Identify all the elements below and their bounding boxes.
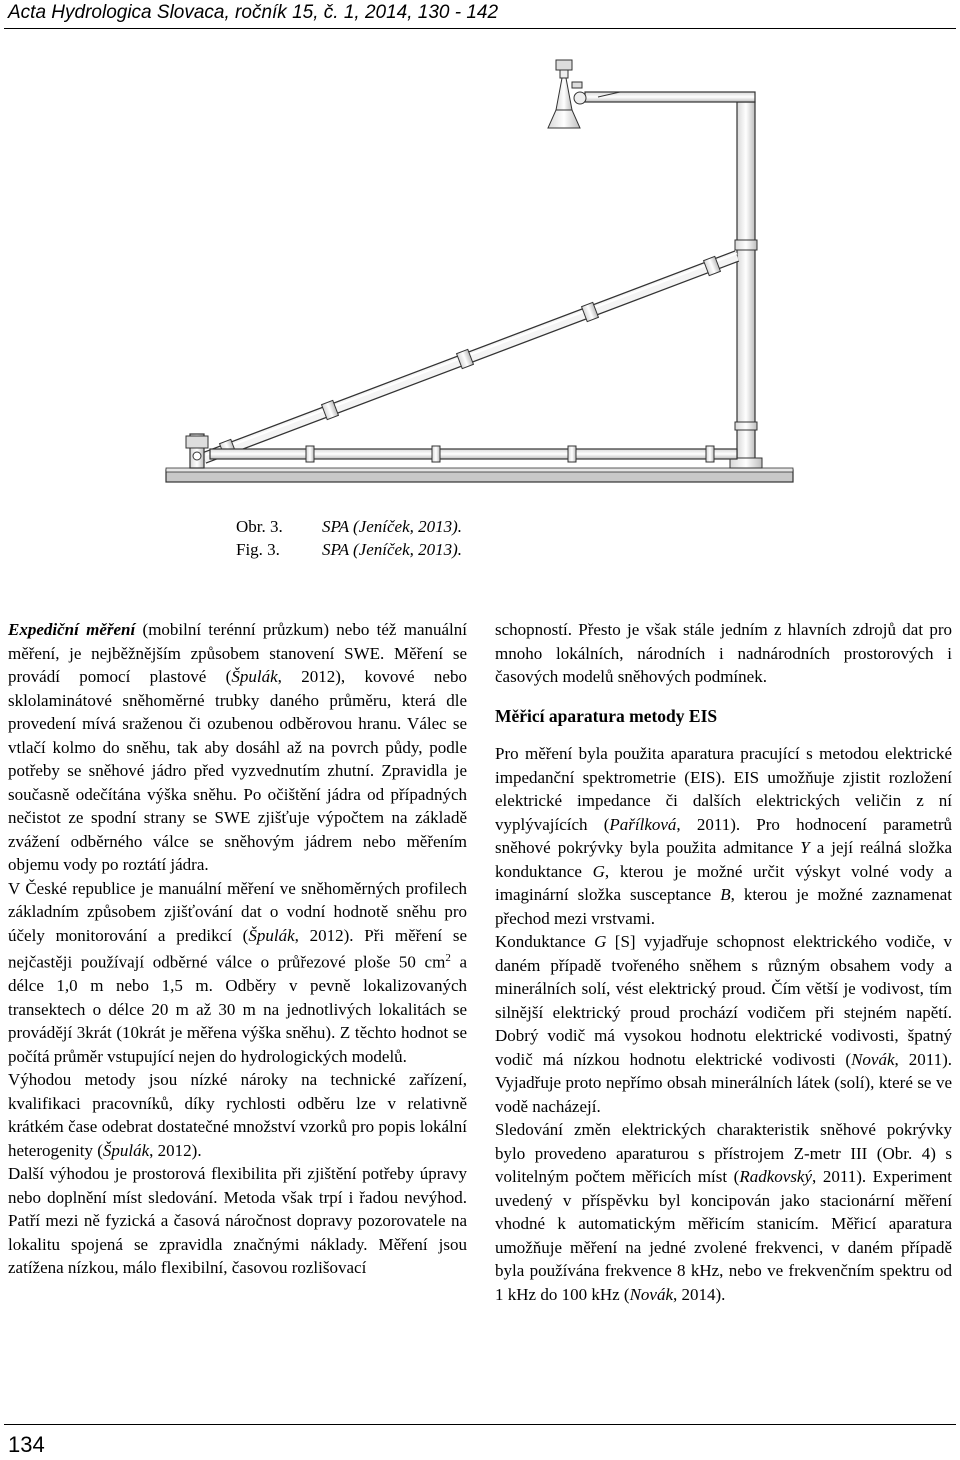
caption-label: Obr. 3. xyxy=(236,517,283,536)
top-arm xyxy=(585,92,755,102)
paragraph: Výhodou metody jsou nízké nároky na technické zařízení, kvalifikaci pracovníků, díky rychlosti odběru lze v relativně krátkém čase odebrat dostatečné množství vzorků pro popis lokální heterogenity (Špulák, 2012). xyxy=(8,1070,467,1160)
caption-text: SPA (Jeníček, 2013). xyxy=(322,517,463,536)
paragraph: Konduktance G [S] vyjadřuje schopnost elektrického vodiče, v daném případě tvořeného sněhem s různým obsahem vody a minerálních solí, vést elektrický proud. Čím větší je vodivost, tím silnější elektrický proud prochází vodičem při stejném napětí. Dobrý vodič má vysokou hodnotu elektrické vodivosti, špatný vodič má nízkou hodnotu elektrické vodivosti (Novák, 2011). Vyjadřuje proto nepřímo obsah minerálních látek (solí), které se ve vodě nacházejí. xyxy=(495,932,952,1116)
paragraph: V České republice je manuální měření ve sněhoměrných profilech základním způsobem zjišťování dat o vodní hodnotě sněhu pro účely monitorování a predikcí (Špulák, 2012). Při měření se nejčastěji používají odběrné válce o průřezové ploše 50 $cm^2$ a délce 1,0 m nebo 1,5 m. Odběry v pevně lokalizovaných transektech o délce 20 m až 30 m na jednotlivých lokalitách se provádějí 3krát (10krát je měřena výška sněhu). Z těchto hodnot se počítá průměr vstupující nejen do hydrologických modelů. xyxy=(8,878,467,1066)
figure-caption-cz xyxy=(236,517,462,537)
horizontal-tube xyxy=(210,446,737,462)
paragraph: schopností. Přesto je však stále jedním z hlavních zdrojů dat pro mnoho lokálních, národních i nadnárodních prostorových i časových modelů sněhových podmínek. xyxy=(495,620,952,686)
paragraph: Expediční měření (mobilní terénní průzkum) nebo též manuální měření, je nejběžnějším způsobem stanovení SWE. Měření se provádí pomocí plastové (Špulák, 2012), kovové nebo sklolaminátové sněhoměrné trubky daného průměru, která dle provedení mívá sraženou či ozubenou odběrovou hranu. Válec se vtlačí kolmo do sněhu, tak aby dosáhl až na povrch půdy, podle potřeby se sněhové jádro před vyzvednutím zhutní. Zpravidla je současně odečítána výška sněhu. Po očištění jádra od případných nečistot ze spodní strany se SWE zjišťuje výpočtem na základě zvážení odběrného válce se sněhovým jádrem nebo měřením objemu vody po roztátí jádra. xyxy=(8,620,467,874)
section-heading: Měřicí aparatura metody EIS xyxy=(495,705,718,726)
paragraph: Sledování změn elektrických charakteristik sněhové pokrývky bylo provedeno aparaturou s přístrojem Z-metr III (Obr. 4) s volitelným počtem měřicích míst (Radkovský, 2011). Experiment uvedený v příspěvku byl koncipován jako stacionární měření vhodné k automatickým měřicím stanicím. Měřicí aparatura umožňuje měření na jedné zvolené frekvenci, v daném případě byla používána frekvence 8 kHz, nebo ve frekvenčním spektru od 1 kHz do 100 kHz (Novák, 2014). xyxy=(495,1120,952,1304)
base-plate xyxy=(166,468,793,482)
page-number: 134 xyxy=(8,1432,45,1457)
figure-caption-en xyxy=(236,540,462,560)
sensor-head xyxy=(548,60,586,128)
vertical-mast xyxy=(730,102,762,468)
caption-text: SPA (Jeníček, 2013). xyxy=(322,540,463,559)
spa-apparatus-figure xyxy=(0,30,960,510)
header-rule xyxy=(4,28,956,29)
right-column xyxy=(495,618,952,1306)
left-hinge xyxy=(186,434,208,468)
paragraph: Další výhodou je prostorová flexibilita při zjištění potřeby úpravy nebo doplnění míst sledování. Metoda však trpí i řadou nevýhod. Patří mezi ně fyzická a časová náročnost dopravy pozorovatele na lokalitu spojená se zpravidla značnými náklady. Měření jsou zatížena nízkou, málo flexibilní, časovou rozlišovací xyxy=(8,1164,467,1278)
footer-rule xyxy=(4,1424,956,1425)
journal-header: Acta Hydrologica Slovaca, ročník 15, č. 1, 2014, 130 - 142 xyxy=(8,2,499,23)
paragraph: Pro měření byla použita aparatura pracující s metodou elektrické impedanční spektrometrie (EIS). EIS umožňuje zjistit rozložení elektrické impedance či dalších elektrických veličin z ní vyplývajících (Pařílková, 2011). Pro hodnocení parametrů sněhové pokrývky byla použita admitance Y a její reálná složka konduktance G, kterou je možné určit výskyt volné vody a imaginární složka susceptance B, kterou je možné zaznamenat přechod mezi vrstvami. xyxy=(495,744,953,928)
caption-label: Fig. 3. xyxy=(236,540,280,559)
diagonal-tube xyxy=(204,254,737,459)
left-column xyxy=(8,618,467,1280)
